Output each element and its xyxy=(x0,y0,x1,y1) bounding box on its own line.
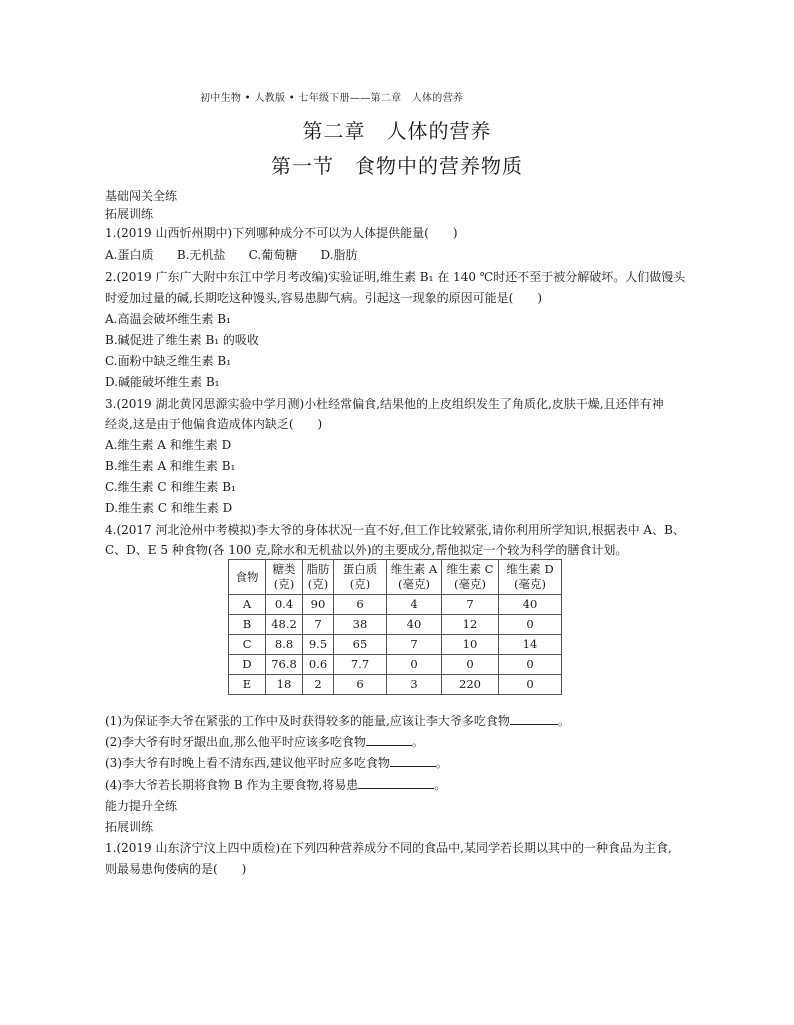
q3-stem-line1: 3.(2019 湖北黄冈思源实验中学月测)小杜经常偏食,结果他的上皮组织发生了角质化,皮肤干燥,且还伴有神 xyxy=(105,397,664,411)
page-header: 初中生物 • 人教版 • 七年级下册——第二章 人体的营养 xyxy=(200,93,464,104)
q3-option-a: A.维生素 A 和维生素 D xyxy=(105,438,232,452)
q2-stem-line2: 时爱加过量的碱,长期吃这种馒头,容易患脚气病。引起这一现象的原因可能是( ) xyxy=(105,291,542,305)
table-cell: 7.7 xyxy=(334,655,387,675)
table-cell: E xyxy=(229,675,266,695)
table-row xyxy=(229,675,562,695)
table-row xyxy=(229,615,562,635)
table-header-cell: 糖类 (克) xyxy=(266,560,303,595)
q2-stem-line1: 2.(2019 广东广大附中东江中学月考改编)实验证明,维生素 B₁ 在 140 ℃时还不至于被分解破坏。人们做馒头 xyxy=(105,270,686,284)
table-row xyxy=(229,635,562,655)
table-cell: B xyxy=(229,615,266,635)
table-header-cell: 维生素 C (毫克) xyxy=(442,560,499,595)
table-header-row xyxy=(229,560,562,595)
q1-stem: 1.(2019 山西忻州期中)下列哪种成分不可以为人体提供能量( ) xyxy=(105,226,458,240)
q4-sub4: (4)李大爷若长期将食物 B 作为主要食物,将易患 。 xyxy=(105,778,447,792)
part2-subheading: 拓展训练 xyxy=(105,820,154,834)
table-cell: 7 xyxy=(303,615,334,635)
table-cell: C xyxy=(229,635,266,655)
q3-option-b: B.维生素 A 和维生素 B₁ xyxy=(105,459,236,473)
table-cell: 48.2 xyxy=(266,615,303,635)
q1-option-b: B.无机盐 xyxy=(176,248,226,262)
table-header-cell: 维生素 D (毫克) xyxy=(499,560,562,595)
chapter-title: 第二章 人体的营养 xyxy=(302,119,492,143)
table-cell: 40 xyxy=(387,615,442,635)
q2-option-c: C.面粉中缺乏维生素 B₁ xyxy=(105,354,232,368)
table-cell: 0.4 xyxy=(266,595,303,615)
table-cell: D xyxy=(229,655,266,675)
table-cell: 14 xyxy=(499,635,562,655)
q1-option-a: A.蛋白质 xyxy=(105,248,154,262)
table-cell: 220 xyxy=(442,675,499,695)
table-header-cell: 维生素 A (毫克) xyxy=(387,560,442,595)
table-cell: 4 xyxy=(387,595,442,615)
table-cell: 0 xyxy=(387,655,442,675)
table-cell: A xyxy=(229,595,266,615)
part1-heading: 基础闯关全练 xyxy=(105,189,178,203)
q2-option-a: A.高温会破坏维生素 B₁ xyxy=(105,312,231,326)
part2-heading: 能力提升全练 xyxy=(105,799,178,813)
table-cell: 0 xyxy=(499,655,562,675)
q2-option-b: B.碱促进了维生素 B₁ 的吸收 xyxy=(105,333,259,347)
table-cell: 38 xyxy=(334,615,387,635)
table-cell: 8.8 xyxy=(266,635,303,655)
table-cell: 9.5 xyxy=(303,635,334,655)
q3-option-c: C.维生素 C 和维生素 B₁ xyxy=(105,480,236,494)
part1-subheading: 拓展训练 xyxy=(105,207,154,221)
q1-options xyxy=(105,246,358,263)
answer-blank[interactable] xyxy=(510,712,558,725)
section-title: 第一节 食物中的营养物质 xyxy=(271,154,523,178)
table-cell: 10 xyxy=(442,635,499,655)
table-cell: 2 xyxy=(303,675,334,695)
answer-blank[interactable] xyxy=(366,733,412,746)
table-cell: 0 xyxy=(499,675,562,695)
table-cell: 7 xyxy=(442,595,499,615)
q3-stem-line2: 经炎,这是由于他偏食造成体内缺乏( ) xyxy=(105,417,323,431)
q4-stem-line1: 4.(2017 河北沧州中考模拟)李大爷的身体状况一直不好,但工作比较紧张,请你利用所学知识,根据表中 A、B、 xyxy=(105,523,685,537)
p2-q1-stem-line1: 1.(2019 山东济宁汶上四中质检)在下列四种营养成分不同的食品中,某同学若长期以其中的一种食品为主食, xyxy=(105,841,672,855)
q1-option-c: C.葡萄糖 xyxy=(248,248,298,262)
q4-sub1: (1)为保证李大爷在紧张的工作中及时获得较多的能量,应该让李大爷多吃食物 。 xyxy=(105,714,570,728)
table-header-cell: 蛋白质 (克) xyxy=(334,560,387,595)
table-cell: 0 xyxy=(442,655,499,675)
nutrition-table xyxy=(228,559,562,695)
table-row xyxy=(229,655,562,675)
answer-blank[interactable] xyxy=(390,754,436,767)
table-cell: 0 xyxy=(499,615,562,635)
table-cell: 6 xyxy=(334,675,387,695)
q1-option-d: D.脂肪 xyxy=(320,248,358,262)
table-cell: 3 xyxy=(387,675,442,695)
q2-option-d: D.碱能破坏维生素 B₁ xyxy=(105,375,220,389)
q4-sub3: (3)李大爷有时晚上看不清东西,建议他平时应多吃食物 。 xyxy=(105,756,448,770)
table-cell: 76.8 xyxy=(266,655,303,675)
table-cell: 90 xyxy=(303,595,334,615)
q3-option-d: D.维生素 C 和维生素 D xyxy=(105,501,233,515)
table-cell: 18 xyxy=(266,675,303,695)
table-header-cell: 食物 xyxy=(229,560,266,595)
table-cell: 40 xyxy=(499,595,562,615)
table-row xyxy=(229,595,562,615)
table-header-cell: 脂肪 (克) xyxy=(303,560,334,595)
answer-blank[interactable] xyxy=(358,776,434,789)
table-cell: 7 xyxy=(387,635,442,655)
table-cell: 0.6 xyxy=(303,655,334,675)
table-cell: 12 xyxy=(442,615,499,635)
q4-sub2: (2)李大爷有时牙龈出血,那么他平时应该多吃食物 。 xyxy=(105,735,424,749)
table-cell: 6 xyxy=(334,595,387,615)
table-cell: 65 xyxy=(334,635,387,655)
q4-stem-line2: C、D、E 5 种食物(各 100 克,除水和无机盐以外)的主要成分,帮他拟定一个较为科学的膳食计划。 xyxy=(105,543,628,557)
p2-q1-stem-line2: 则最易患佝偻病的是( ) xyxy=(105,862,247,876)
